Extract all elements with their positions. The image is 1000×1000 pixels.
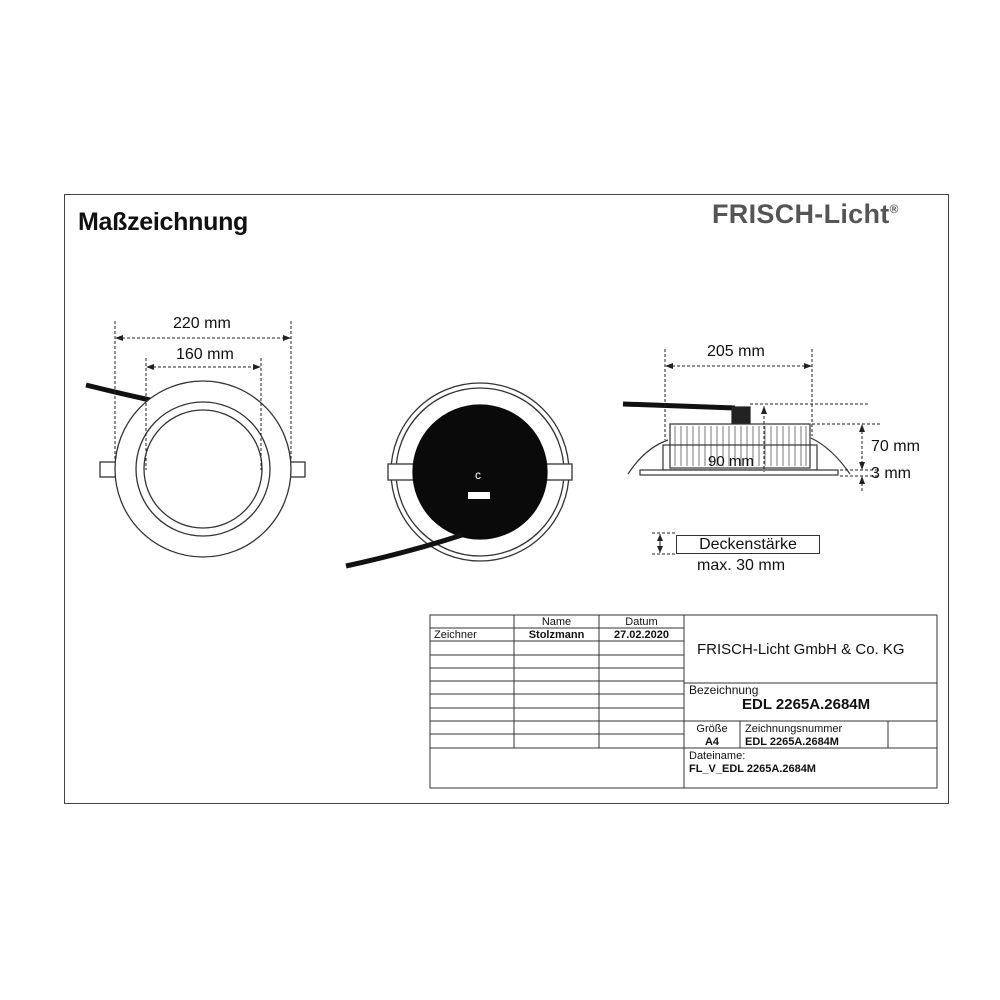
designation-label: Bezeichnung [689, 683, 759, 697]
filename-value: FL_V_EDL 2265A.2684M [689, 763, 816, 775]
title-block-date: 27.02.2020 [613, 629, 670, 641]
front-outer-ring [115, 381, 291, 557]
title-block-col-name: Name [541, 616, 572, 628]
title-block-drafter: Stolzmann [528, 629, 585, 641]
page-title: Maßzeichnung [78, 208, 249, 236]
registered-mark: ® [889, 202, 899, 216]
drawing-number-value: EDL 2265A.2684M [745, 736, 839, 748]
brand-name: FRISCH-Licht [712, 199, 890, 229]
back-label-plate [468, 492, 490, 499]
dimension-rim: 3 mm [871, 465, 911, 482]
title-block-col-date: Datum [625, 616, 658, 628]
dimension-inner-diameter: 160 mm [176, 346, 234, 363]
dimension-cutout-width: 205 mm [707, 343, 765, 360]
ceiling-thickness-max: max. 30 mm [697, 557, 786, 574]
ceiling-thickness-indicator [652, 533, 676, 554]
side-cable [623, 404, 735, 408]
dimension-height: 70 mm [871, 438, 920, 455]
connector-symbol: c [475, 468, 481, 482]
back-view [346, 383, 572, 566]
dimension-inner-width: 90 mm [708, 453, 754, 470]
filename-label: Dateiname: [689, 750, 746, 762]
drawing-number-label: Zeichnungsnummer [745, 723, 843, 735]
side-cable-gland [732, 407, 750, 423]
company-name: FRISCH-Licht GmbH & Co. KG [697, 641, 905, 658]
side-view [623, 349, 880, 492]
designation-value: EDL 2265A.2684M [742, 696, 871, 713]
size-label: Größe [696, 723, 728, 735]
size-value: A4 [704, 736, 720, 748]
ceiling-thickness-label: Deckenstärke [676, 535, 820, 554]
side-rim [640, 470, 838, 475]
title-block-row-label: Zeichner [434, 629, 477, 641]
side-spring-left [628, 440, 668, 474]
dimension-outer-diameter: 220 mm [173, 315, 231, 332]
front-cable [86, 385, 150, 400]
